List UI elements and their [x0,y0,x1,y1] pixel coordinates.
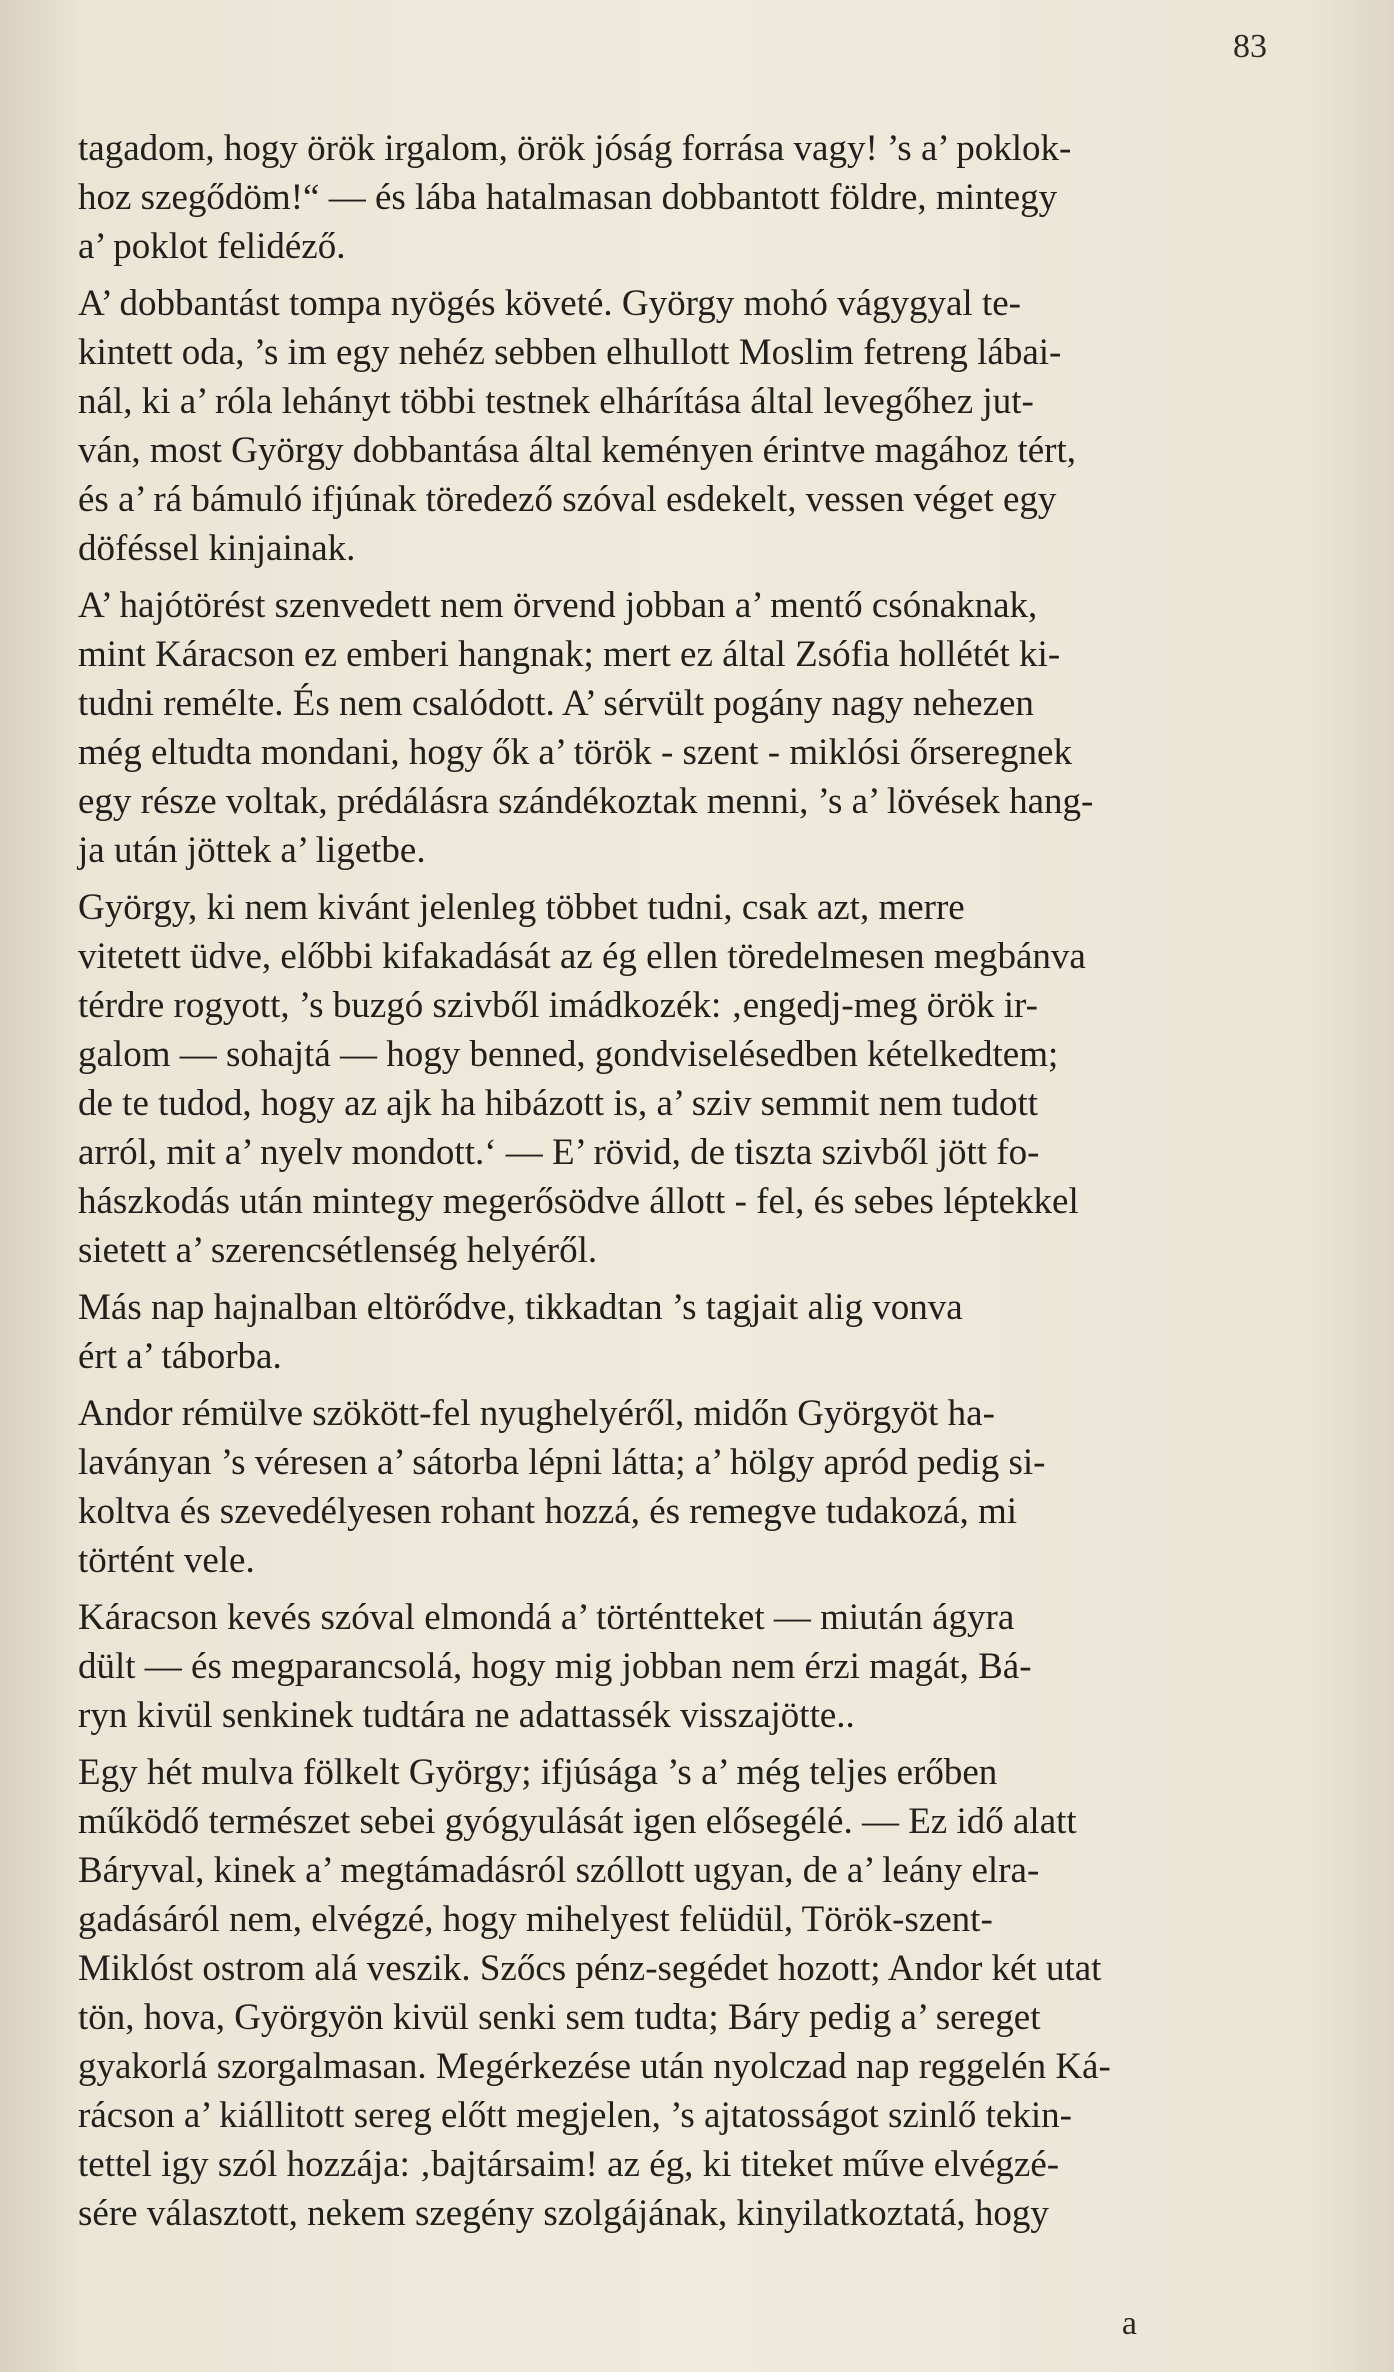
text-line: működő természet sebei gyógyulását igen elősegélé. — Ez idő alatt [78,1801,1077,1842]
text-line: Báryval, kinek a’ megtámadásról szóllott ugyan, de a’ leány elra- [78,1850,1040,1891]
text-line: A’ hajótörést szenvedett nem örvend jobban a’ mentő csónaknak, [78,585,1038,626]
text-line: gadásáról nem, elvégzé, hogy mihelyest felüdül, Török-szent- [78,1899,993,1940]
text-line: Andor rémülve szökött-fel nyughelyéről, midőn Györgyöt ha- [78,1393,995,1434]
paragraph [78,124,1283,271]
text-line: A’ dobbantást tompa nyögés követé. György mohó vágygyal te- [78,283,1021,324]
text-line: vitetett üdve, előbbi kifakadását az ég ellen töredelmesen megbánva [78,936,1086,977]
text-line: koltva és szevedélyesen rohant hozzá, és remegve tudakozá, mi [78,1491,1018,1532]
text-line: Káracson kevés szóval elmondá a’ történtteket — miután ágyra [78,1597,1015,1638]
text-line: sére választott, nekem szegény szolgájának, kinyilatkoztatá, hogy [78,2193,1049,2234]
text-line: döféssel kinjainak. [78,528,356,569]
text-line: ja után jöttek a’ ligetbe. [78,830,426,871]
text-line: György, ki nem kivánt jelenleg többet tudni, csak azt, merre [78,887,965,928]
paragraph [78,1593,1283,1740]
paragraph [78,1389,1283,1585]
text-line: történt vele. [78,1540,255,1581]
paragraph [78,581,1283,875]
text-line: galom — sohajtá — hogy benned, gondviselésedben kételkedtem; [78,1034,1059,1075]
text-line: sietett a’ szerencsétlenség helyéről. [78,1230,598,1271]
paragraph [78,1748,1283,2238]
text-line: nál, ki a’ róla lehányt többi testnek elhárítása által levegőhez jut- [78,381,1034,422]
text-line: ván, most György dobbantása által keményen érintve magához tért, [78,430,1077,471]
text-line: hoz szegődöm!“ — és lába hatalmasan dobbantott földre, mintegy [78,177,1058,218]
text-line: a’ poklot felidéző. [78,226,346,267]
body-text [78,124,1283,2246]
text-line: ryn kivül senkinek tudtára ne adattassék visszajötte.. [78,1695,855,1736]
paragraph [78,1283,1283,1381]
text-line: Miklóst ostrom alá veszik. Szőcs pénz-segédet hozott; Andor két utat [78,1948,1102,1989]
text-line: kintett oda, ’s im egy nehéz sebben elhullott Moslim fetreng lábai- [78,332,1062,373]
text-line: tön, hova, Györgyön kivül senki sem tudta; Báry pedig a’ sereget [78,1997,1041,2038]
text-line: tettel igy szól hozzája: ‚bajtársaim! az ég, ki titeket műve elvégzé- [78,2144,1060,2185]
paragraph [78,883,1283,1275]
text-line: egy része voltak, prédálásra szándékoztak menni, ’s a’ lövések hang- [78,781,1094,822]
text-line: Egy hét mulva fölkelt György; ifjúsága ’s a’ még teljes erőben [78,1752,998,1793]
text-line: gyakorlá szorgalmasan. Megérkezése után nyolczad nap reggelén Ká- [78,2046,1111,2087]
text-line: Más nap hajnalban eltörődve, tikkadtan ’s tagjait alig vonva [78,1287,963,1328]
text-line: tudni remélte. És nem csalódott. A’ sérvült pogány nagy nehezen [78,683,1034,724]
text-line: arról, mit a’ nyelv mondott.‘ — E’ rövid, de tiszta szivből jött fo- [78,1132,1040,1173]
text-line: még eltudta mondani, hogy ők a’ török - szent - miklósi őrseregnek [78,732,1072,773]
catchword: a [1121,2305,1137,2342]
text-line: és a’ rá bámuló ifjúnak töredező szóval esdekelt, vessen véget egy [78,479,1057,520]
text-line: rácson a’ kiállitott sereg előtt megjelen, ’s ajtatosságot szinlő tekin- [78,2095,1072,2136]
paragraph [78,279,1283,573]
text-line: tagadom, hogy örök irgalom, örök jóság forrása vagy! ’s a’ poklok- [78,128,1072,169]
text-line: térdre rogyott, ’s buzgó szivből imádkozék: ‚engedj-meg örök ir- [78,985,1038,1026]
text-line: laványan ’s véresen a’ sátorba lépni látta; a’ hölgy apród pedig si- [78,1442,1046,1483]
text-line: dült — és megparancsolá, hogy mig jobban nem érzi magát, Bá- [78,1646,1032,1687]
text-line: de te tudod, hogy az ajk ha hibázott is, a’ sziv semmit nem tudott [78,1083,1039,1124]
text-line: ért a’ táborba. [78,1336,282,1377]
text-line: mint Káracson ez emberi hangnak; mert ez által Zsófia hollétét ki- [78,634,1061,675]
page-number: 83 [1233,28,1267,65]
text-line: hászkodás után mintegy megerősödve állott - fel, és sebes léptekkel [78,1181,1079,1222]
